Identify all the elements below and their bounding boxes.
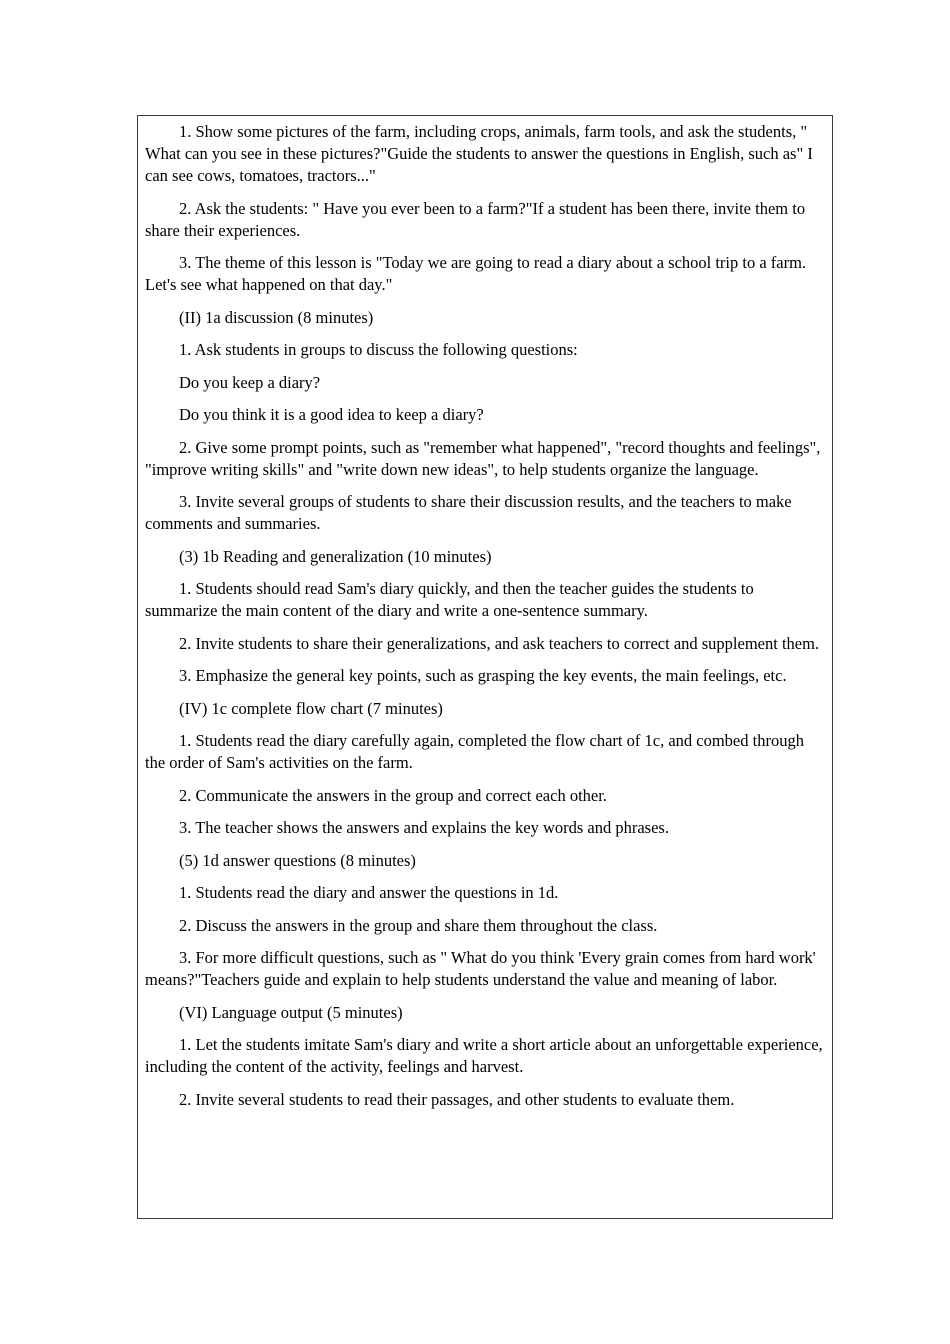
lesson-plan-table-cell — [137, 115, 833, 1219]
section-heading: (3) 1b Reading and generalization (10 minutes) — [179, 546, 492, 566]
paragraph: 2. Ask the students: " Have you ever been to a farm?"If a student has been there, invite them to share their experiences. — [145, 198, 806, 240]
paragraph: 3. Invite several groups of students to share their discussion results, and the teachers to make comments and summaries. — [145, 492, 792, 533]
paragraph: 2. Invite students to share their generalizations, and ask teachers to correct and supplement them. — [179, 633, 820, 653]
paragraph: 1. Let the students imitate Sam's diary and write a short article about an unforgettable experience, including the content of the activity, feelings and harvest. — [145, 1035, 823, 1076]
paragraph: 1. Students read the diary and answer the questions in 1d. — [179, 883, 559, 902]
paragraph: Do you keep a diary? — [179, 372, 321, 392]
section-heading: (VI) Language output (5 minutes) — [179, 1002, 403, 1022]
paragraph: 2. Invite several students to read their passages, and other students to evaluate them. — [179, 1089, 735, 1109]
paragraph: 3. The teacher shows the answers and explains the key words and phrases. — [179, 818, 669, 837]
paragraph: 3. Emphasize the general key points, such as grasping the key events, the main feelings, etc. — [179, 666, 787, 685]
section-heading: (II) 1a discussion (8 minutes) — [179, 307, 374, 327]
paragraph: 1. Students read the diary carefully again, completed the flow chart of 1c, and combed through the order of Sam's activities on the farm. — [145, 731, 804, 772]
paragraph: 2. Communicate the answers in the group and correct each other. — [179, 785, 607, 805]
section-heading: (IV) 1c complete flow chart (7 minutes) — [179, 698, 443, 718]
paragraph: Do you think it is a good idea to keep a diary? — [179, 405, 484, 424]
paragraph: 3. The theme of this lesson is "Today we are going to read a diary about a school trip to a farm. Let's see what happened on that day." — [145, 253, 807, 294]
paragraph: 2. Give some prompt points, such as "remember what happened", "record thoughts and feelings", "improve writing skills" and "write down new ideas", to help students organize the language. — [145, 437, 821, 479]
paragraph: 3. For more difficult questions, such as " What do you think 'Every grain comes from hard work' means?"Teachers guide and explain to help students understand the value and meaning of labor. — [145, 948, 816, 989]
paragraph: 1. Show some pictures of the farm, including crops, animals, farm tools, and ask the students, " What can you see in these pictures?"Guide the students to answer the questions in English, such as" I can see cows, tomatoes, tractors..." — [145, 122, 813, 185]
paragraph: 2. Discuss the answers in the group and share them throughout the class. — [179, 915, 658, 935]
paragraph: 1. Students should read Sam's diary quickly, and then the teacher guides the students to summarize the main content of the diary and write a one-sentence summary. — [145, 579, 754, 620]
section-heading: (5) 1d answer questions (8 minutes) — [179, 850, 416, 870]
paragraph: 1. Ask students in groups to discuss the following questions: — [179, 340, 578, 359]
